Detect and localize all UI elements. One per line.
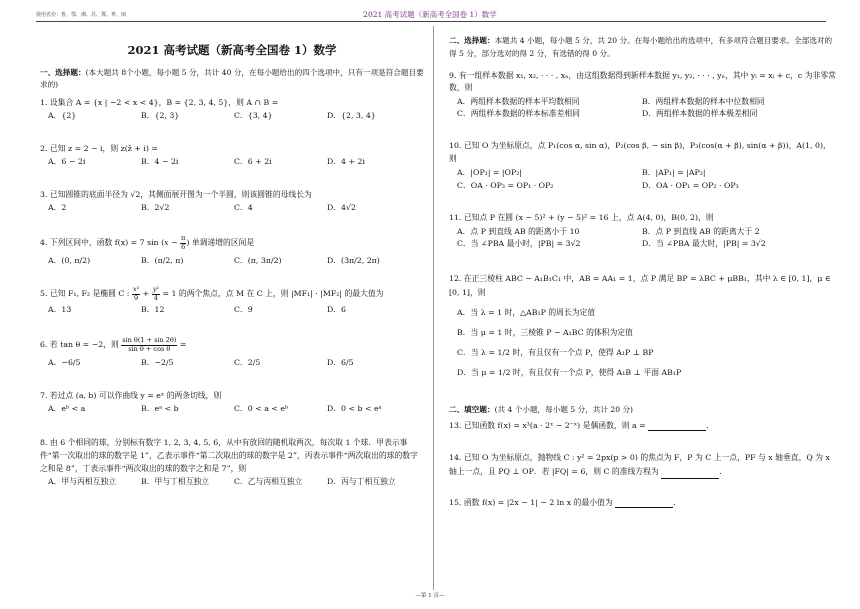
q6-option-a: A．−6/5	[48, 358, 81, 368]
section-2-heading	[449, 34, 837, 60]
q9-option-a: A．两组样本数据的样本平均数相同	[457, 97, 580, 106]
q7-option-a: A．eᵇ < a	[48, 404, 86, 414]
question-13: 13. 已知函数 f(x) = x³(a · 2ˣ − 2⁻ˣ) 是偶函数，则 a = ．	[449, 421, 714, 430]
q11-option-d: D．当 ∠PBA 最大时，|PB| = 3√2	[642, 239, 766, 248]
q11-option-c: C．当 ∠PBA 最小时，|PB| = 3√2	[457, 239, 581, 248]
left-column	[40, 26, 424, 488]
question-5-stem-a: 5. 已知 F₁, F₂ 是椭圆 C :	[40, 289, 130, 299]
section-2-label: 二、选择题：	[449, 36, 495, 45]
q1-option-a: A．{2}	[48, 111, 77, 121]
q3-option-b: B．2√2	[141, 203, 170, 213]
q1-option-d: D．{2, 3, 4}	[327, 111, 376, 121]
q11-option-a: A．点 P 到直线 AB 的距离小于 10	[457, 227, 580, 236]
q4-option-a: A．(0, π/2)	[48, 256, 91, 266]
q1-option-c: C．{3, 4}	[234, 111, 273, 121]
question-15: 15. 函数 f(x) = |2x − 1| − 2 ln x 的最小值为 ．	[449, 498, 681, 507]
question-5-stem-b: = 1 的两个焦点，点 M 在 C 上，则 |MF₁| · |MF₂| 的最大值为	[162, 289, 384, 299]
q2-option-a: A．6 − 2i	[48, 157, 86, 167]
q4-option-b: B．(π/2, π)	[141, 256, 184, 266]
section-2-desc: 本题共 4 小题，每小题 5 分，共 20 分。在每小题给出的选项中，有多项符合题目要求。全部选对的得 5 分，部分选对的得 2 分，有选错的得 0 分。	[449, 36, 833, 58]
question-2-stem: 2. 已知 z = 2 − i，则 z(z̄ + i) =	[40, 144, 158, 154]
q6-option-b: B．−2/5	[141, 358, 174, 368]
column-divider	[433, 26, 434, 590]
q9-option-c: C．两组样本数据的样本标准差相同	[457, 109, 580, 118]
header-rule	[36, 21, 826, 22]
question-4-stem-a: 4. 下列区间中，函数 f(x) = 7 sin	[40, 238, 159, 248]
q1-option-b: B．{2, 3}	[141, 111, 180, 121]
x2-over-9: $\frac{\text{x²}}{9}$	[132, 285, 140, 302]
q3-option-d: D．4√2	[327, 203, 356, 213]
question-2	[40, 143, 424, 167]
q12-option-a: A．当 λ = 1 时，△AB₁P 的周长为定值	[457, 308, 596, 317]
section-1-desc: (本大题共 8个小题，每小题 5 分，共计 40 分，在每小题给出的四个选项中，只有一项是符合题目要求的)	[40, 68, 424, 90]
question-9	[449, 70, 837, 120]
question-6-stem: 6. 若 tan θ = −2，则	[40, 340, 119, 350]
question-6	[40, 337, 424, 368]
question-12-stem: 12. 在正三棱柱 ABC − A₁B₁C₁ 中，AB = AA₁ = 1，点 P 满足 BP = λBC + μBB₁，其中 λ ∈ [0, 1]，μ ∈ [0, 1]，则	[449, 274, 831, 297]
q9-option-d: D．两组样本数据的样本极差相同	[642, 109, 758, 118]
q8-option-d: D．丙与丁相互独立	[327, 477, 396, 487]
section-1-heading	[40, 67, 424, 91]
q12-option-b: B．当 μ = 1 时，三棱锥 P − A₁BC 的体积为定值	[457, 328, 633, 337]
pi-over-6: $\frac{\pi}{6}$	[181, 234, 186, 251]
section-3-heading	[449, 404, 837, 416]
q4-option-d: D．(3π/2, 2π)	[327, 256, 380, 266]
q5-option-d: D．6	[327, 305, 347, 315]
section-1-label: 一、选择题：	[40, 68, 86, 78]
right-column	[449, 26, 837, 508]
q12-option-c: C．当 λ = 1/2 时，有且仅有一个点 P，使得 A₁P ⊥ BP	[457, 348, 654, 357]
header-provinces: 使用省份：鲁、鄂、湘、苏、冀、粤、闽	[36, 12, 127, 18]
question-7	[40, 390, 424, 414]
q15-answer-blank[interactable]	[615, 500, 673, 508]
q2-option-b: B．4 − 2i	[141, 157, 179, 167]
question-9-stem: 9. 有一组样本数据 x₁, x₂, · · · , xₙ，由这组数据得到新样本数据 y₁, y₂, · · · , yₙ，其中 yᵢ = xᵢ + c，c 为非零常数，则	[449, 71, 836, 92]
q8-option-a: A．甲与丙相互独立	[48, 477, 117, 487]
section-3-label: 二、填空题：	[449, 405, 495, 414]
q11-option-b: B．点 P 到直线 AB 的距离大于 2	[642, 227, 760, 236]
q4-option-c: C．(π, 3π/2)	[234, 256, 282, 266]
q5-option-a: A．13	[48, 305, 72, 315]
q8-option-c: C．乙与丙相互独立	[234, 477, 303, 487]
section-3-desc: (共 4 个小题，每小题 5 分，共计 20 分)	[494, 405, 634, 414]
question-14-stem: 14. 已知 O 为坐标原点，抛物线 C : y² = 2px(p > 0) 的焦点为 F，P 为 C 上一点，PF 与 x 轴垂直，Q 为 x 轴上一点，且 PQ ⊥ OP．若 |FQ| = 6，则 C 的准线方程为	[449, 453, 830, 476]
question-7-stem: 7. 若过点 (a, b) 可以作曲线 y = eˣ 的两条切线，则	[40, 391, 222, 401]
question-11	[449, 212, 837, 250]
question-11-stem: 11. 已知点 P 在圆 (x − 5)² + (y − 5)² = 16 上，点 A(4, 0)，B(0, 2)，则	[449, 213, 714, 222]
q10-option-a: A．|OP₁| = |OP₂|	[457, 168, 522, 177]
question-4-stem-b: 单调递增的区间是	[191, 238, 255, 248]
q8-option-b: B．甲与丁相互独立	[141, 477, 210, 487]
question-1-stem: 1. 设集合 A = {x | −2 < x < 4}，B = {2, 3, 4, 5}，则 A ∩ B =	[40, 98, 279, 108]
q7-option-b: B．eᵃ < b	[141, 404, 179, 414]
question-12	[449, 272, 837, 380]
y2-over-4: $\frac{\text{y²}}{4}$	[152, 285, 159, 302]
paper-title: 2021 高考试题（新高考全国卷 1）数学	[127, 43, 337, 57]
q9-option-b: B．两组样本数据的样本中位数相同	[642, 97, 765, 106]
q10-option-d: D．OA · OP₁ = OP₂ · OP₃	[642, 180, 739, 190]
question-15-stem: 15. 函数 f(x) = |2x − 1| − 2 ln x 的最小值为	[449, 498, 613, 507]
question-10	[449, 140, 837, 192]
question-13-stem: 13. 已知函数 f(x) = x³(a · 2ˣ − 2⁻ˣ) 是偶函数，则 a =	[449, 421, 646, 430]
q14-answer-blank[interactable]	[661, 471, 719, 479]
q3-option-a: A．2	[48, 203, 67, 213]
question-3-stem: 3. 已知圆锥的底面半径为 √2，其侧面展开图为一个半圆，则该圆锥的母线长为	[40, 190, 312, 200]
page-footer: —第 1 页—	[415, 593, 445, 599]
q5-option-c: C．9	[234, 305, 253, 315]
q5-option-b: B．12	[141, 305, 165, 315]
q6-option-c: C．2/5	[234, 358, 261, 368]
question-3	[40, 189, 424, 213]
q13-answer-blank[interactable]	[648, 423, 706, 431]
question-8-stem: 8. 由 6 个相同的球，分别标有数字 1, 2, 3, 4, 5, 6，从中有放回的随机取两次，每次取 1 个球．甲表示事件“第一次取出的球的数字是 1”，乙表示事件“第二次取出的球的数字是 2”，丙表示事件“两次取出的球的数字之和是 8”，丁表示事件“两次取出的球的数字之和是 7”，则	[40, 438, 418, 474]
q7-option-d: D．0 < b < eᵃ	[327, 404, 382, 414]
question-14: 14. 已知 O 为坐标原点，抛物线 C : y² = 2px(p > 0) 的焦点为 F，P 为 C 上一点，PF 与 x 轴垂直，Q 为 x 轴上一点，且 PQ ⊥ OP．若 |FQ| = 6，则 C 的准线方程为 ．	[449, 451, 837, 479]
q6-option-d: D．6/5	[327, 358, 354, 368]
question-8	[40, 436, 424, 488]
q3-option-c: C．4	[234, 203, 253, 213]
q10-option-b: B．|AP₁| = |AP₂|	[642, 168, 706, 177]
q7-option-c: C．0 < a < eᵇ	[234, 404, 289, 414]
trig-fraction: $\frac{\text{sin θ(1 + sin 2θ)}}{\text{sin θ + cos θ}}$	[122, 336, 177, 353]
header-title: 2021 高考试题（新高考全国卷 1）数学	[363, 10, 497, 19]
question-10-stem: 10. 已知 O 为坐标原点，点 P₁(cos α, sin α)，P₂(cos β, − sin β)，P₃(cos(α + β), sin(α + β))，A(1, 0)，则	[449, 141, 831, 163]
q12-option-d: D．当 μ = 1/2 时，有且仅有一个点 P，使得 A₁B ⊥ 平面 AB₁P	[457, 368, 682, 377]
question-6-stem-b: =	[179, 340, 187, 350]
q2-option-d: D．4 + 2i	[327, 157, 365, 167]
question-5: 5. 已知 F₁, F₂ 是椭圆 C : $\frac{\text{x²}}{9}$ + $\frac{\text{y²}}{4}$ = 1 的两个焦点，点 M 在 C 上，则 |MF₁| · |MF₂| 的最大值为 A．13 B．12 C．9 D．6	[40, 286, 424, 315]
q2-option-c: C．6 + 2i	[234, 157, 272, 167]
question-1	[40, 97, 424, 121]
question-4: 4. 下列区间中，函数 f(x) = 7 sin (x − $\frac{\pi}{6}$ ) 单调递增的区间是 A．(0, π/2) B．(π/2, π) C．(π, 3π/2) D．(3π/2, 2π)	[40, 235, 424, 266]
q10-option-c: C．OA · OP₃ = OP₁ · OP₂	[457, 180, 554, 190]
